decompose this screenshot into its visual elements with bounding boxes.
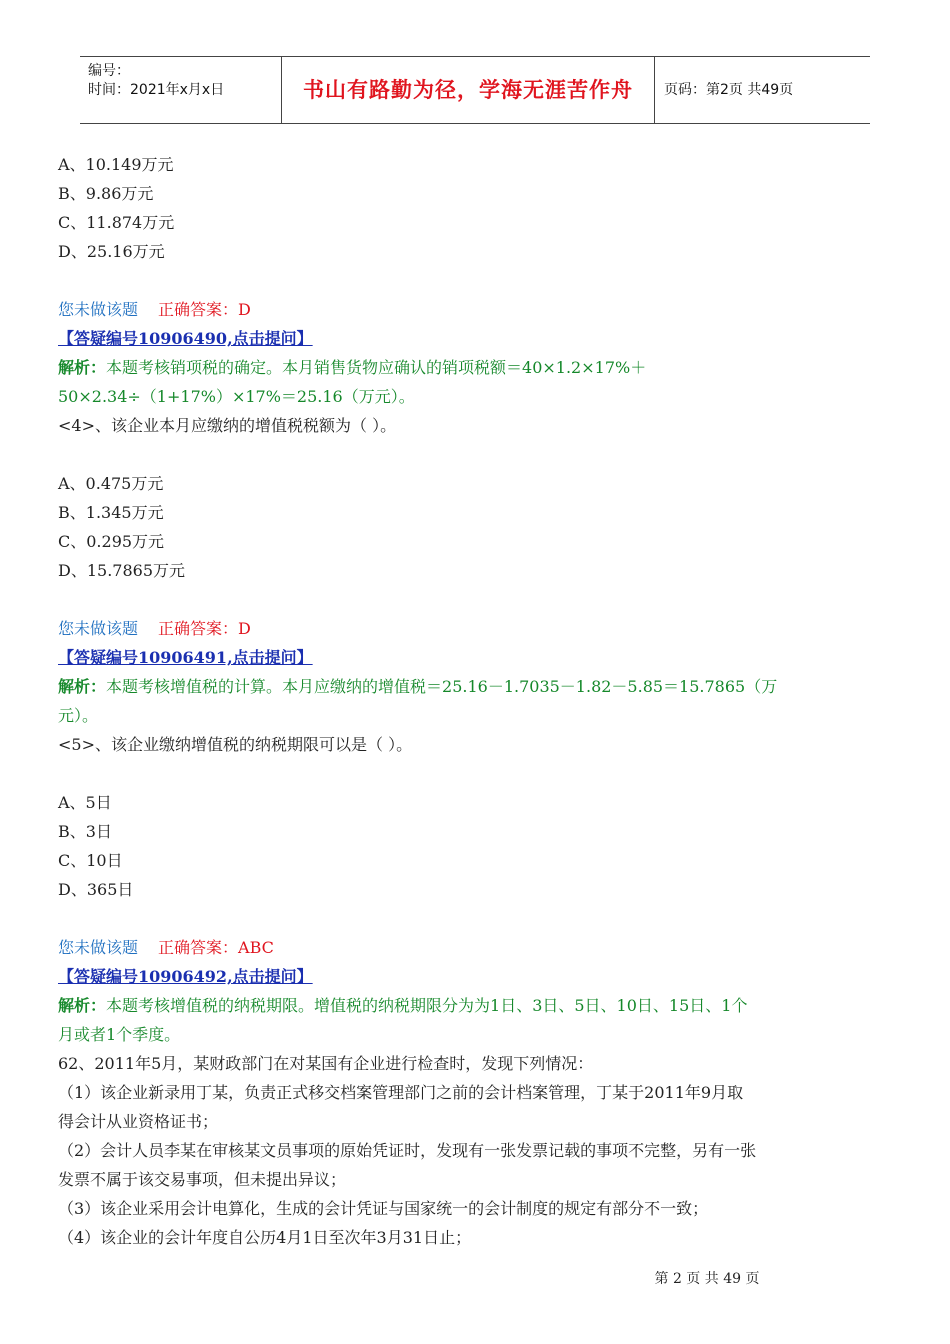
header-page-number: 页码：第2页 共49页 bbox=[664, 82, 794, 98]
question-text: <5>、该企业缴纳增值税的纳税期限可以是（ ）。 bbox=[58, 735, 413, 754]
correct-answer: 正确答案：D bbox=[158, 300, 251, 319]
option-d: D、25.16万元 bbox=[58, 242, 165, 261]
analysis-text-cont: 月或者1个季度。 bbox=[58, 1025, 181, 1044]
analysis bbox=[58, 353, 898, 382]
analysis-label: 解析： bbox=[58, 677, 107, 696]
header-divider bbox=[654, 57, 655, 123]
footer-page-number: 第 2 页 共 49 页 bbox=[654, 1271, 760, 1287]
option-c: C、0.295万元 bbox=[58, 532, 165, 551]
analysis-label: 解析： bbox=[58, 996, 107, 1015]
question-text: <4>、该企业本月应缴纳的增值税税额为（ ）。 bbox=[58, 416, 397, 435]
header-time: 时间：2021年x月x日 bbox=[88, 82, 225, 98]
case-intro: 62、2011年5月，某财政部门在对某国有企业进行检查时，发现下列情况： bbox=[58, 1054, 594, 1073]
ask-question-link[interactable]: 【答疑编号10906492,点击提问】 bbox=[58, 967, 313, 986]
option-a: A、5日 bbox=[58, 793, 112, 812]
case-item: （3）该企业采用会计电算化，生成的会计凭证与国家统一的会计制度的规定有部分不一致； bbox=[58, 1199, 709, 1218]
page-header bbox=[80, 56, 870, 124]
not-answered-status: 您未做该题 bbox=[58, 300, 139, 319]
analysis-text-cont: 50×2.34÷（1+17%）×17%＝25.16（万元）。 bbox=[58, 387, 415, 406]
case-item: 得会计从业资格证书； bbox=[58, 1112, 219, 1131]
not-answered-status: 您未做该题 bbox=[58, 938, 139, 957]
header-motto: 书山有路勤为径，学海无涯苦作舟 bbox=[303, 78, 633, 102]
header-meta bbox=[88, 62, 224, 100]
option-b: B、3日 bbox=[58, 822, 112, 841]
option-a: A、0.475万元 bbox=[58, 474, 164, 493]
option-d: D、365日 bbox=[58, 880, 134, 899]
analysis bbox=[58, 672, 898, 701]
answer-status-row bbox=[58, 933, 898, 962]
case-item: （2）会计人员李某在审核某文员事项的原始凭证时，发现有一张发票记载的事项不完整，另有一张 bbox=[58, 1141, 757, 1160]
analysis-label: 解析： bbox=[58, 358, 107, 377]
header-number: 编号： bbox=[88, 63, 130, 79]
case-item: 发票不属于该交易事项，但未提出异议； bbox=[58, 1170, 347, 1189]
analysis-text: 本题考核增值税的纳税期限。增值税的纳税期限分为为1日、3日、5日、10日、15日、1个 bbox=[106, 996, 748, 1015]
analysis-text: 本题考核增值税的计算。本月应缴纳的增值税＝25.16－1.7035－1.82－5.85＝15.7865（万 bbox=[106, 677, 778, 696]
analysis-text-cont: 元）。 bbox=[58, 706, 99, 725]
option-c: C、11.874万元 bbox=[58, 213, 175, 232]
not-answered-status: 您未做该题 bbox=[58, 619, 139, 638]
ask-question-link[interactable]: 【答疑编号10906490,点击提问】 bbox=[58, 329, 313, 348]
case-item: （1）该企业新录用丁某，负责正式移交档案管理部门之前的会计档案管理，丁某于2011年9月取 bbox=[58, 1083, 744, 1102]
document-body bbox=[58, 150, 898, 1252]
option-c: C、10日 bbox=[58, 851, 123, 870]
correct-answer: 正确答案：ABC bbox=[158, 938, 274, 957]
case-item: （4）该企业的会计年度自公历4月1日至次年3月31日止； bbox=[58, 1228, 472, 1247]
answer-status-row bbox=[58, 295, 898, 324]
ask-question-link[interactable]: 【答疑编号10906491,点击提问】 bbox=[58, 648, 313, 667]
option-d: D、15.7865万元 bbox=[58, 561, 185, 580]
answer-status-row bbox=[58, 614, 898, 643]
correct-answer: 正确答案：D bbox=[158, 619, 251, 638]
option-b: B、1.345万元 bbox=[58, 503, 164, 522]
option-b: B、9.86万元 bbox=[58, 184, 154, 203]
option-a: A、10.149万元 bbox=[58, 155, 174, 174]
analysis bbox=[58, 991, 898, 1020]
page-footer bbox=[0, 1268, 950, 1288]
analysis-text: 本题考核销项税的确定。本月销售货物应确认的销项税额＝40×1.2×17%＋ bbox=[106, 358, 647, 377]
